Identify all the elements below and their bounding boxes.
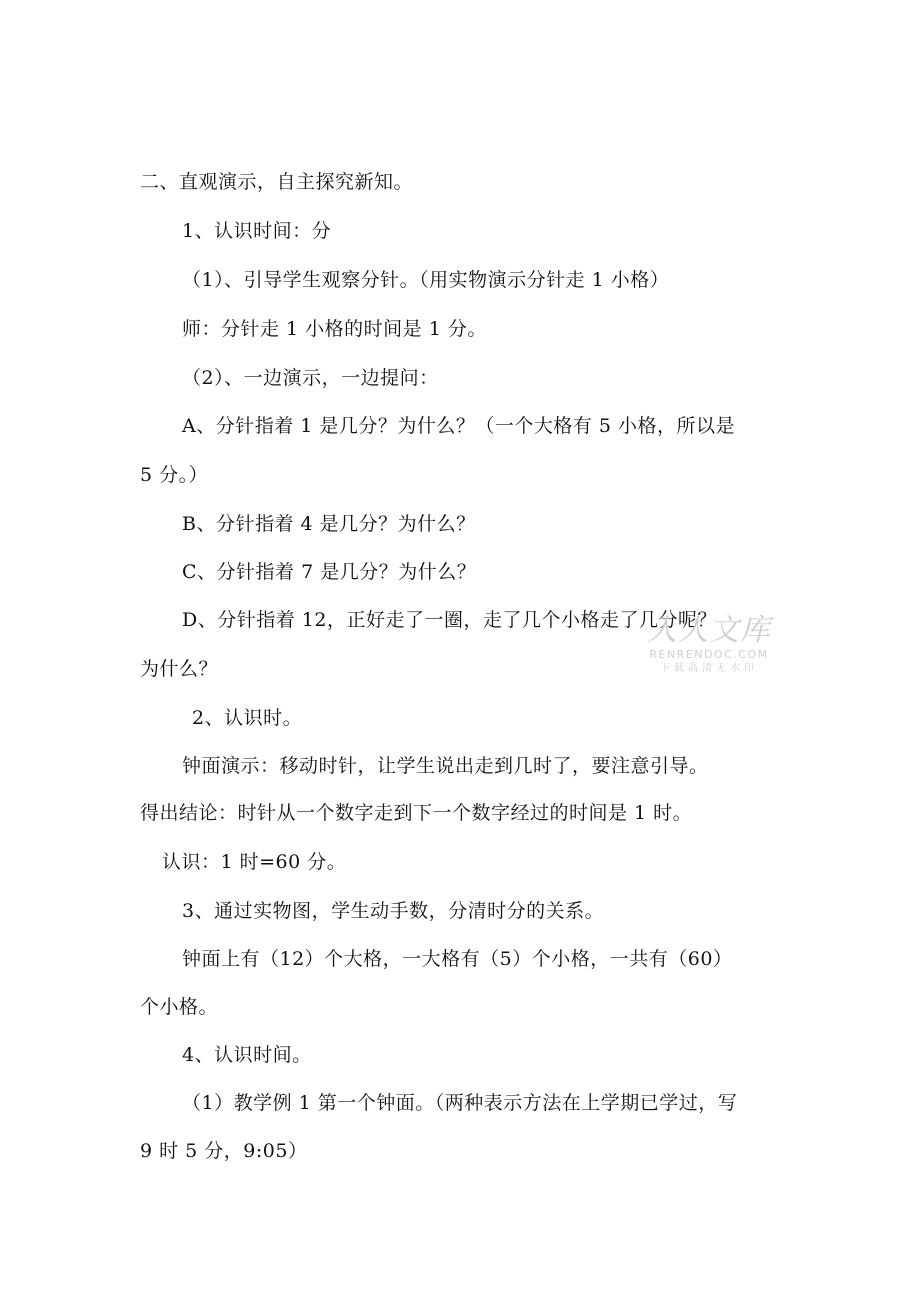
- watermark-logo: [646, 614, 772, 682]
- paragraph-line: 得出结论：时针从一个数字走到下一个数字经过的时间是 1 时。: [140, 802, 693, 824]
- section-heading: 二、直观演示，自主探究新知。: [140, 171, 414, 193]
- paragraph-line: A、分针指着 1 是几分？为什么？（一个大格有 5 小格，所以是: [182, 415, 736, 437]
- subsection-heading: 3、通过实物图，学生动手数，分清时分的关系。: [182, 900, 605, 922]
- paragraph-line: 为什么？: [140, 658, 219, 680]
- paragraph-line: C、分针指着 7 是几分？为什么？: [182, 561, 477, 583]
- paragraph-line: D、分针指着 12，正好走了一圈，走了几个小格走了几分呢？: [182, 609, 717, 631]
- subsection-heading: 1、认识时间：分: [182, 220, 332, 242]
- watermark-site: RENRENDOC.COM: [649, 648, 769, 661]
- subsection-heading: 4、认识时间。: [182, 1044, 312, 1066]
- paragraph-line: （2）、一边演示，一边提问：: [182, 367, 439, 389]
- paragraph-line: 钟面演示：移动时针，让学生说出走到几时了，要注意引导。: [182, 755, 709, 777]
- paragraph-line: 9 时 5 分，9:05）: [140, 1140, 308, 1162]
- paragraph-line: B、分针指着 4 是几分？为什么？: [182, 513, 476, 535]
- paragraph-line: 钟面上有（12）个大格，一大格有（5）个小格，一共有（60）: [182, 948, 733, 970]
- paragraph-line: （1）、引导学生观察分针。（用实物演示分针走 1 小格）: [182, 269, 670, 291]
- paragraph-line: 师：分针走 1 小格的时间是 1 分。: [182, 318, 487, 340]
- paragraph-line: 认识：1 时=60 分。: [162, 851, 347, 873]
- subsection-heading: 2、认识时。: [192, 707, 303, 729]
- paragraph-line: 5 分。）: [140, 464, 209, 486]
- paragraph-line: 个小格。: [140, 996, 219, 1018]
- watermark-subtitle: 下载高清无水印: [660, 663, 758, 674]
- paragraph-line: （1）教学例 1 第一个钟面。（两种表示方法在上学期已学过，写: [182, 1092, 738, 1114]
- watermark-title: 人人文库: [647, 613, 771, 648]
